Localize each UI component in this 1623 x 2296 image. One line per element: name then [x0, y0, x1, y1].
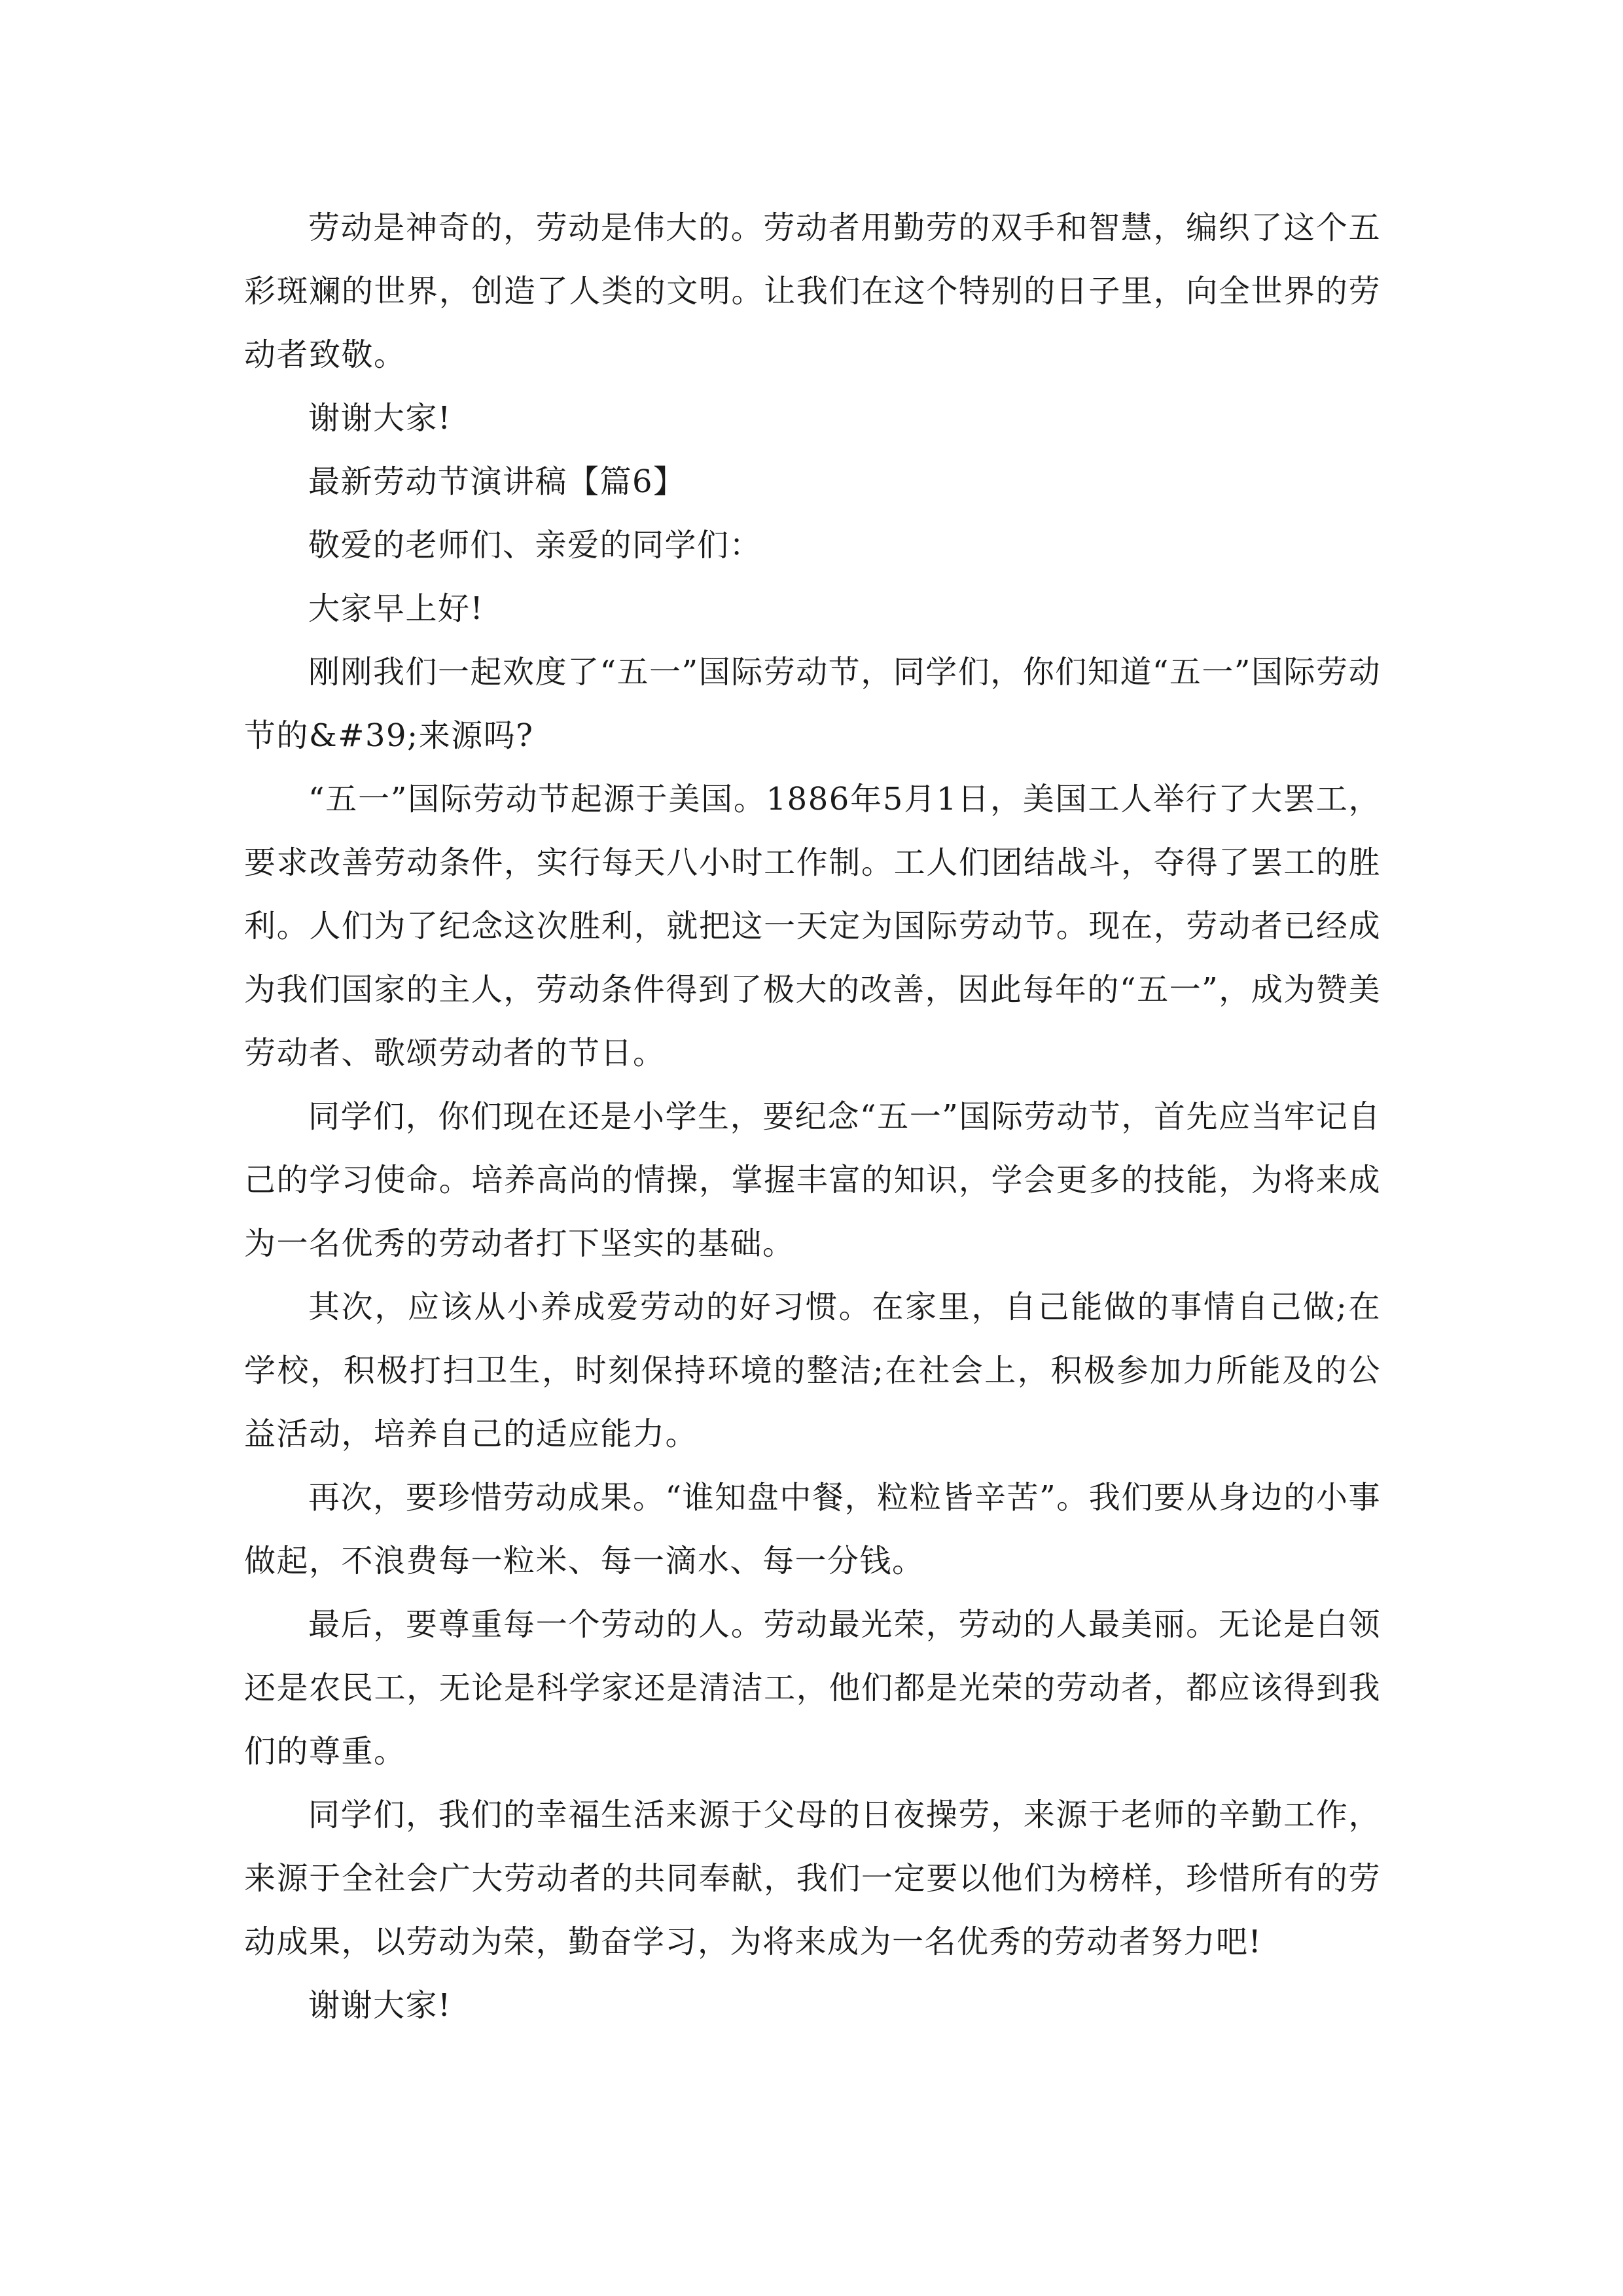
greeting: 大家早上好! — [308, 590, 484, 627]
paragraph-origin: “五一”国际劳动节起源于美国。1886年5月1日，美国工人举行了大罢工，要求改善劳动条件，实行每天八小时工作制。工人们团结战斗，夺得了罢工的胜利。人们为了纪念这次胜利，就把这一天定为国际劳动节。现在，劳动者已经成为我们国家的主人，劳动条件得到了极大的改善，因此每年的“五一”，成为赞美劳动者、歌颂劳动者的节日。 — [244, 781, 1381, 1071]
paragraph-intro-question: 刚刚我们一起欢度了“五一”国际劳动节，同学们，你们知道“五一”国际劳动节的&#39;来源吗? — [244, 654, 1381, 754]
paragraph-study-mission: 同学们，你们现在还是小学生，要纪念“五一”国际劳动节，首先应当牢记自己的学习使命。培养高尚的情操，掌握丰富的知识，学会更多的技能，为将来成为一名优秀的劳动者打下坚实的基础。 — [244, 1098, 1381, 1262]
paragraph-conclusion: 同学们，我们的幸福生活来源于父母的日夜操劳，来源于老师的辛勤工作，来源于全社会广大劳动者的共同奉献，我们一定要以他们为榜样，珍惜所有的劳动成果，以劳动为荣，勤奋学习，为将来成为一名优秀的劳动者努力吧! — [244, 1797, 1381, 1960]
salutation: 敬爱的老师们、亲爱的同学们： — [308, 527, 762, 564]
speech-body — [244, 196, 1381, 2037]
paragraph-thanks: 谢谢大家! — [308, 400, 452, 437]
paragraph-final-thanks: 谢谢大家! — [308, 1987, 452, 2024]
paragraph-respect-workers: 最后，要尊重每一个劳动的人。劳动最光荣，劳动的人最美丽。无论是白领还是农民工，无论是科学家还是清洁工，他们都是光荣的劳动者，都应该得到我们的尊重。 — [244, 1606, 1381, 1770]
paragraph-cherish-results: 再次，要珍惜劳动成果。“谁知盘中餐，粒粒皆辛苦”。我们要从身边的小事做起，不浪费每一粒米、每一滴水、每一分钱。 — [244, 1479, 1381, 1579]
paragraph-closing-tribute: 劳动是神奇的，劳动是伟大的。劳动者用勤劳的双手和智慧，编织了这个五彩斑斓的世界，创造了人类的文明。让我们在这个特别的日子里，向全世界的劳动者致敬。 — [244, 209, 1381, 373]
section-heading: 最新劳动节演讲稿【篇6】 — [308, 463, 686, 500]
paragraph-labor-habits: 其次，应该从小养成爱劳动的好习惯。在家里，自己能做的事情自己做;在学校，积极打扫卫生，时刻保持环境的整洁;在社会上，积极参加力所能及的公益活动，培养自己的适应能力。 — [244, 1289, 1381, 1452]
